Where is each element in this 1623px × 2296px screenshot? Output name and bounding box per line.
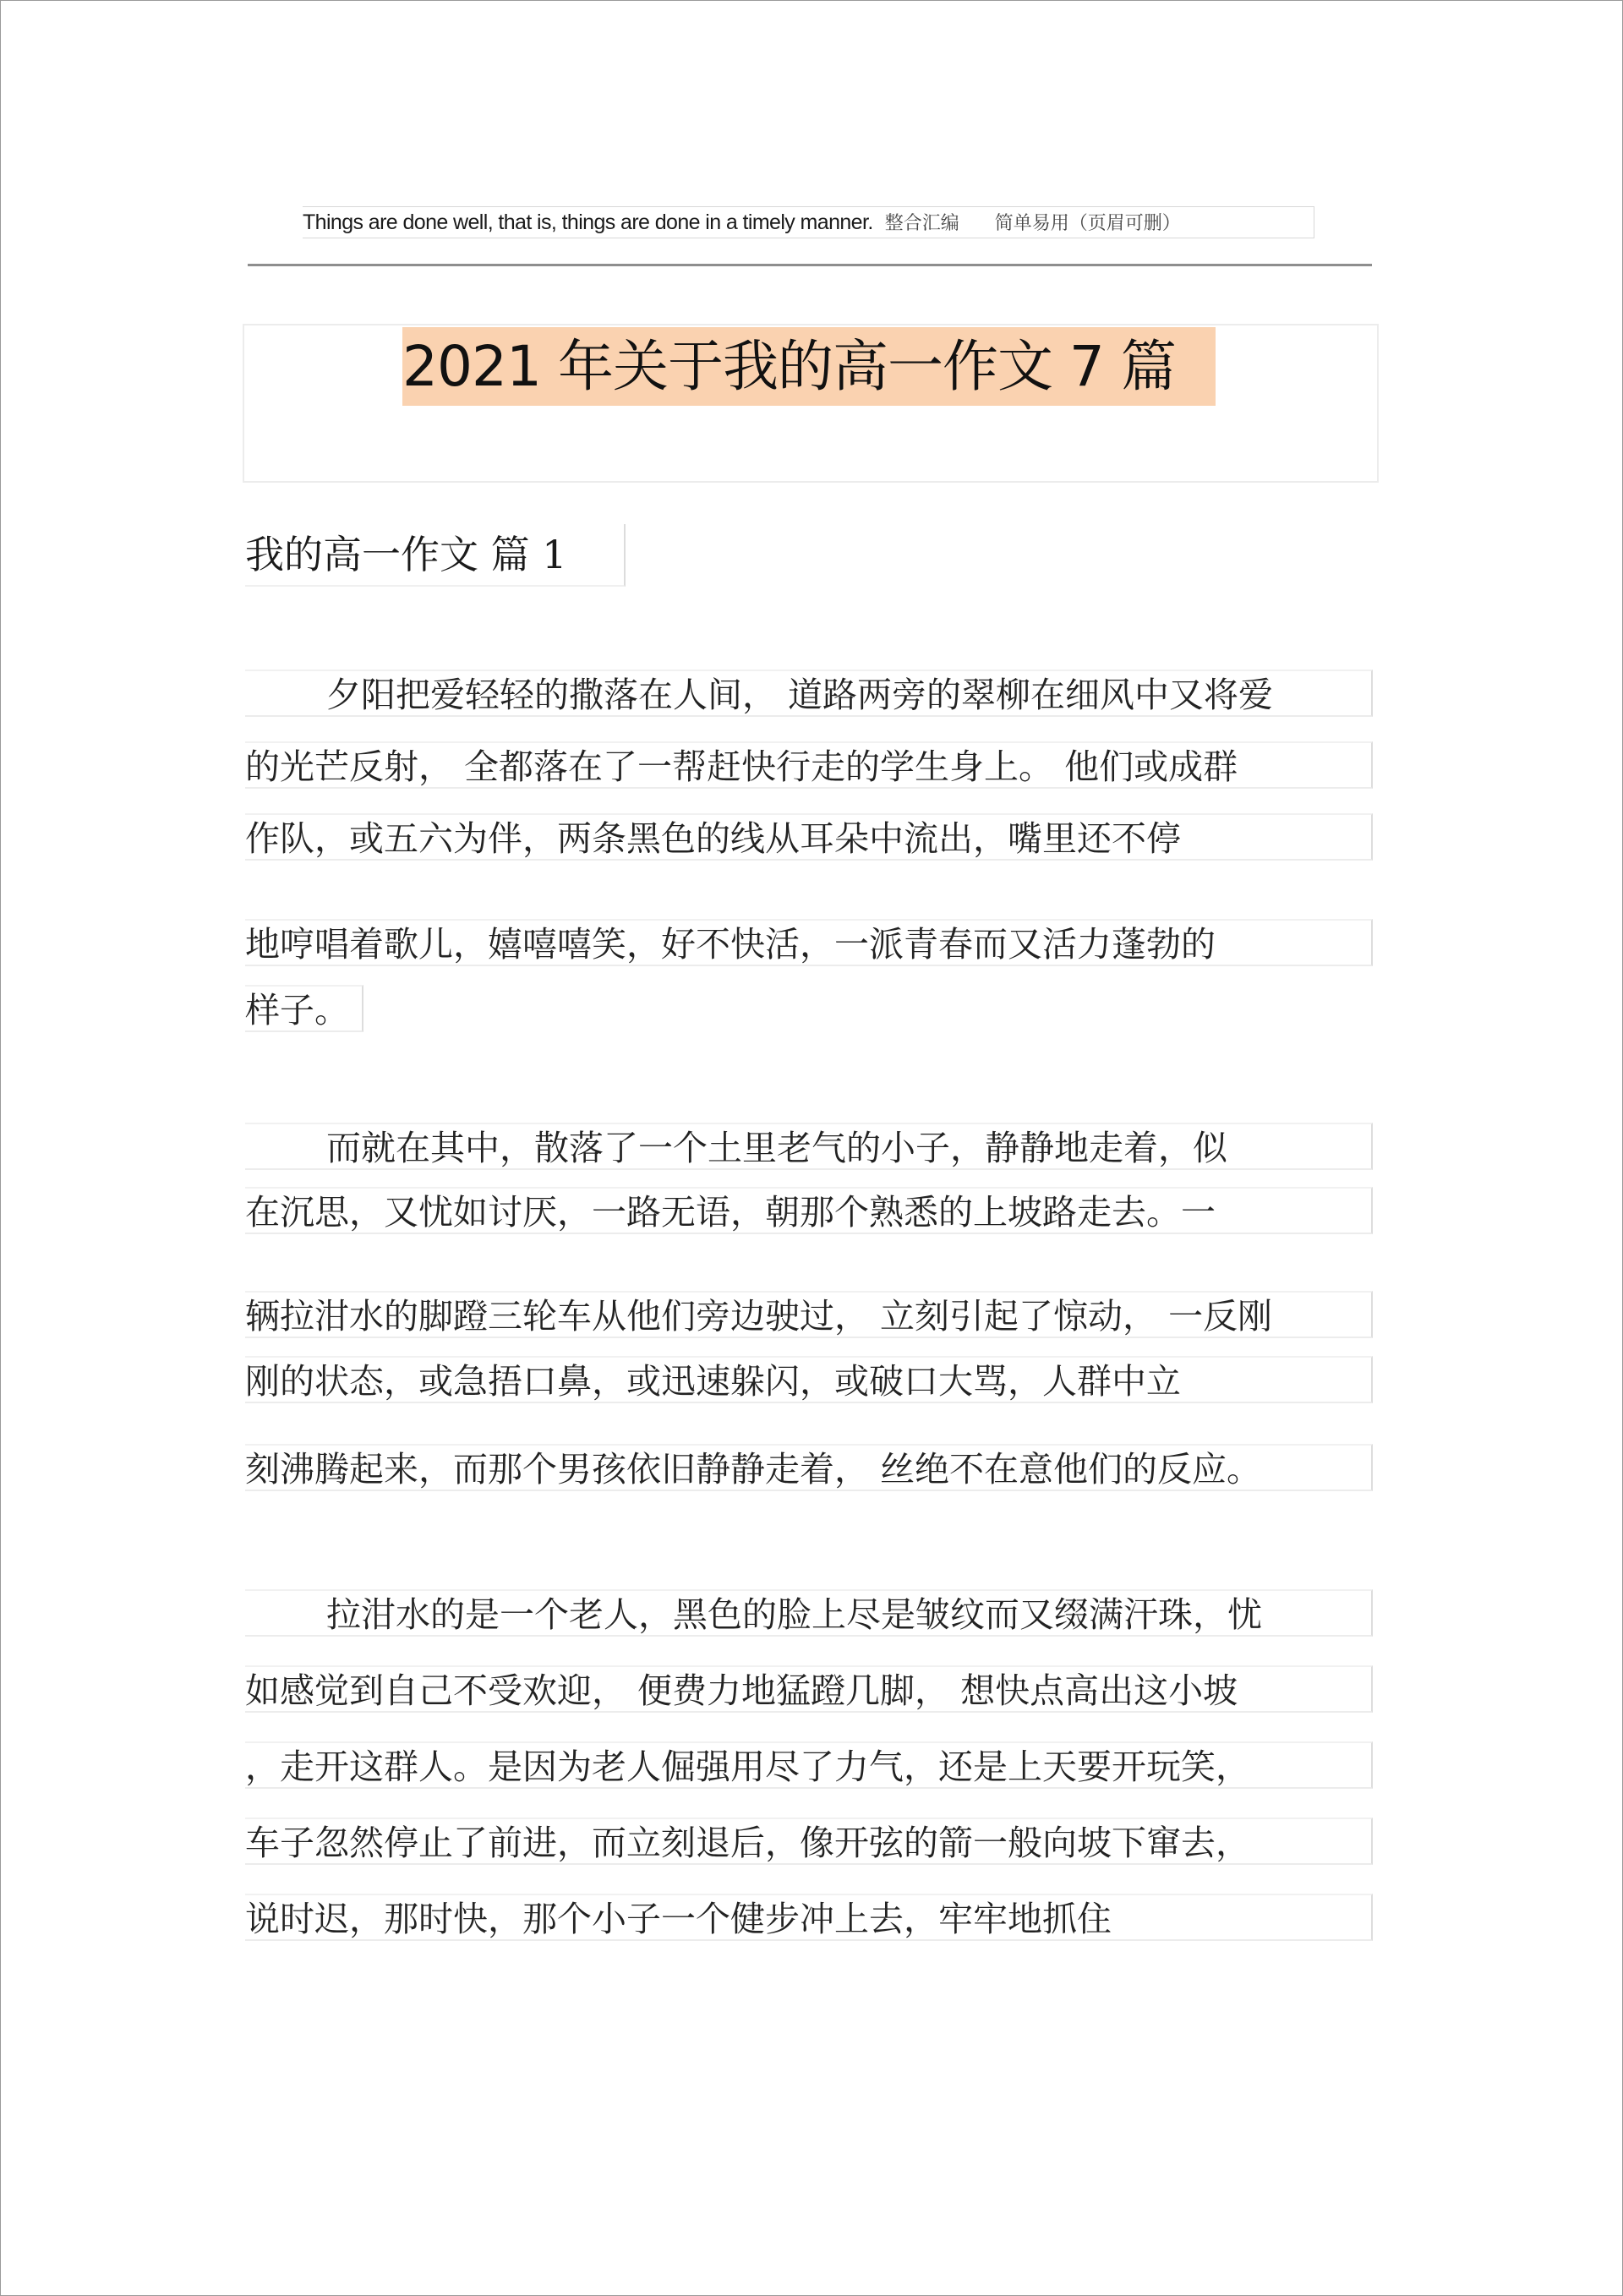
body-line: 如感觉到自己不受欢迎， 便费力地猛蹬几脚， 想快点高出这小坡	[245, 1665, 1373, 1713]
body-line: 刻沸腾起来，而那个男孩依旧静静走着， 丝绝不在意他们的反应。	[245, 1444, 1373, 1491]
body-line: 车子忽然停止了前进，而立刻退后，像开弦的箭一般向坡下窜去，	[245, 1818, 1373, 1865]
page-header	[303, 206, 1314, 238]
body-line: 的光芒反射， 全都落在了一帮赶快行走的学生身上。 他们或成群	[245, 741, 1373, 789]
body-line: 说时迟，那时快，那个小子一个健步冲上去，牢牢地抓住	[245, 1894, 1373, 1941]
body-line: 样子。	[245, 985, 363, 1032]
section-heading: 我的高一作文 篇 1	[245, 524, 626, 587]
header-tag-compiled: 整合汇编	[884, 213, 959, 234]
header-motto: Things are done well, that is, things are done in a timely manner.	[303, 210, 873, 234]
body-line: 在沉思，又忧如讨厌，一路无语，朝那个熟悉的上坡路走去。一	[245, 1187, 1373, 1234]
body-line: 辆拉泔水的脚蹬三轮车从他们旁边驶过， 立刻引起了惊动， 一反刚	[245, 1291, 1373, 1338]
header-divider	[248, 264, 1372, 266]
body-line: 刚的状态，或急捂口鼻，或迅速躲闪，或破口大骂，人群中立	[245, 1356, 1373, 1403]
header-text	[303, 207, 1181, 240]
body-line: 而就在其中，散落了一个土里老气的小子，静静地走着，似	[245, 1123, 1373, 1170]
body-line: ，走开这群人。是因为老人倔强用尽了力气，还是上天要开玩笑，	[245, 1741, 1373, 1789]
body-line: 拉泔水的是一个老人，黑色的脸上尽是皱纹而又缀满汗珠，忧	[245, 1589, 1373, 1637]
document-title: 2021 年关于我的高一作文 7 篇	[402, 327, 1216, 406]
body-line: 地哼唱着歌儿，嬉嘻嘻笑，好不快活，一派青春而又活力蓬勃的	[245, 919, 1373, 966]
body-line: 夕阳把爱轻轻的撒落在人间， 道路两旁的翠柳在细风中又将爱	[245, 670, 1373, 717]
header-tag-usage: 简单易用（页眉可删）	[994, 213, 1181, 234]
body-line: 作队，或五六为伴，两条黑色的线从耳朵中流出，嘴里还不停	[245, 813, 1373, 861]
